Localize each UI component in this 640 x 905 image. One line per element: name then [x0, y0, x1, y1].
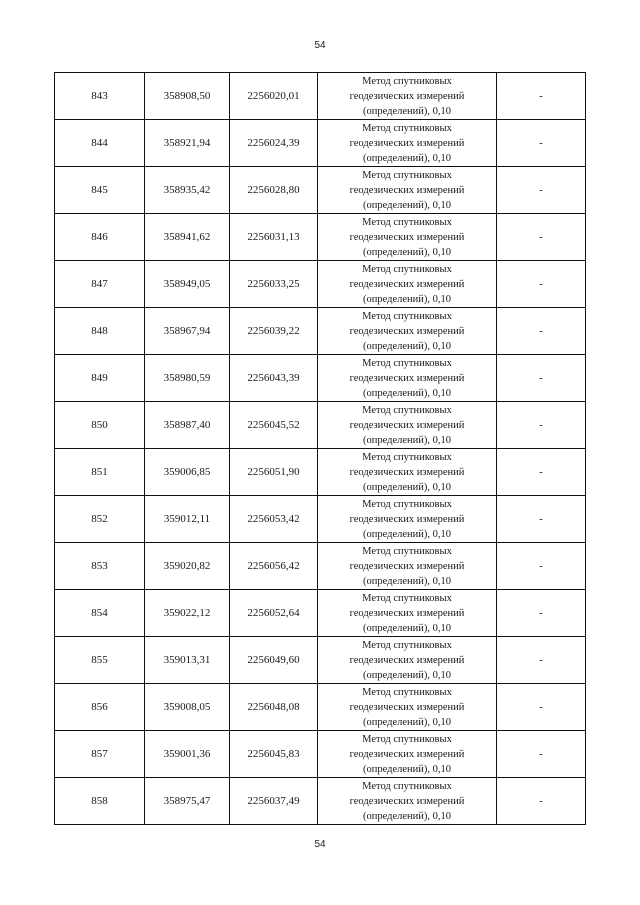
description-cell: - [497, 402, 586, 449]
y-coordinate-cell: 2256043,39 [230, 355, 318, 402]
description-cell: - [497, 355, 586, 402]
point-number-cell: 845 [55, 167, 145, 214]
method-cell [318, 778, 497, 825]
y-coordinate-cell: 2256056,42 [230, 543, 318, 590]
description-cell: - [497, 73, 586, 120]
method-cell-text: Метод спутниковых геодезических измерений (определений), 0,10 [349, 263, 465, 305]
point-number-cell: 848 [55, 308, 145, 355]
description-cell: - [497, 778, 586, 825]
page-number-top: 54 [314, 40, 326, 51]
method-cell [318, 261, 497, 308]
coordinates-table-body [55, 73, 586, 825]
point-number-cell: 844 [55, 120, 145, 167]
method-cell [318, 167, 497, 214]
table-row [55, 496, 586, 543]
description-cell: - [497, 167, 586, 214]
method-cell-text: Метод спутниковых геодезических измерений (определений), 0,10 [349, 592, 465, 634]
description-cell: - [497, 637, 586, 684]
coordinates-table [54, 72, 586, 825]
description-cell: - [497, 214, 586, 261]
x-coordinate-cell: 358980,59 [145, 355, 230, 402]
method-cell [318, 214, 497, 261]
x-coordinate-cell: 359013,31 [145, 637, 230, 684]
table-row [55, 402, 586, 449]
y-coordinate-cell: 2256051,90 [230, 449, 318, 496]
method-cell-text: Метод спутниковых геодезических измерений (определений), 0,10 [349, 404, 465, 446]
method-cell [318, 590, 497, 637]
description-cell: - [497, 684, 586, 731]
method-cell [318, 731, 497, 778]
x-coordinate-cell: 358949,05 [145, 261, 230, 308]
point-number-cell: 853 [55, 543, 145, 590]
table-row [55, 167, 586, 214]
table-row [55, 449, 586, 496]
table-row [55, 684, 586, 731]
x-coordinate-cell: 358921,94 [145, 120, 230, 167]
x-coordinate-cell: 358975,47 [145, 778, 230, 825]
table-row [55, 778, 586, 825]
method-cell-text: Метод спутниковых геодезических измерений (определений), 0,10 [349, 498, 465, 540]
y-coordinate-cell: 2256028,80 [230, 167, 318, 214]
table-row [55, 590, 586, 637]
method-cell-text: Метод спутниковых геодезических измерений (определений), 0,10 [349, 686, 465, 728]
x-coordinate-cell: 358987,40 [145, 402, 230, 449]
description-cell: - [497, 731, 586, 778]
table-row [55, 261, 586, 308]
description-cell: - [497, 543, 586, 590]
description-cell: - [497, 308, 586, 355]
point-number-cell: 852 [55, 496, 145, 543]
method-cell-text: Метод спутниковых геодезических измерений (определений), 0,10 [349, 310, 465, 352]
x-coordinate-cell: 359008,05 [145, 684, 230, 731]
x-coordinate-cell: 358941,62 [145, 214, 230, 261]
method-cell [318, 73, 497, 120]
point-number-cell: 854 [55, 590, 145, 637]
y-coordinate-cell: 2256049,60 [230, 637, 318, 684]
table-row [55, 543, 586, 590]
method-cell [318, 496, 497, 543]
method-cell-text: Метод спутниковых геодезических измерений (определений), 0,10 [349, 216, 465, 258]
y-coordinate-cell: 2256052,64 [230, 590, 318, 637]
y-coordinate-cell: 2256031,13 [230, 214, 318, 261]
y-coordinate-cell: 2256024,39 [230, 120, 318, 167]
method-cell-text: Метод спутниковых геодезических измерений (определений), 0,10 [349, 122, 465, 164]
y-coordinate-cell: 2256045,52 [230, 402, 318, 449]
method-cell-text: Метод спутниковых геодезических измерений (определений), 0,10 [349, 75, 465, 117]
y-coordinate-cell: 2256045,83 [230, 731, 318, 778]
y-coordinate-cell: 2256053,42 [230, 496, 318, 543]
point-number-cell: 855 [55, 637, 145, 684]
method-cell [318, 637, 497, 684]
x-coordinate-cell: 358967,94 [145, 308, 230, 355]
y-coordinate-cell: 2256037,49 [230, 778, 318, 825]
point-number-cell: 857 [55, 731, 145, 778]
x-coordinate-cell: 358935,42 [145, 167, 230, 214]
y-coordinate-cell: 2256033,25 [230, 261, 318, 308]
table-row [55, 120, 586, 167]
x-coordinate-cell: 359020,82 [145, 543, 230, 590]
x-coordinate-cell: 359022,12 [145, 590, 230, 637]
y-coordinate-cell: 2256048,08 [230, 684, 318, 731]
x-coordinate-cell: 358908,50 [145, 73, 230, 120]
x-coordinate-cell: 359012,11 [145, 496, 230, 543]
page-number-bottom: 54 [314, 839, 326, 850]
description-cell: - [497, 590, 586, 637]
point-number-cell: 851 [55, 449, 145, 496]
method-cell-text: Метод спутниковых геодезических измерений (определений), 0,10 [349, 639, 465, 681]
y-coordinate-cell: 2256039,22 [230, 308, 318, 355]
method-cell [318, 355, 497, 402]
method-cell-text: Метод спутниковых геодезических измерений (определений), 0,10 [349, 545, 465, 587]
method-cell [318, 543, 497, 590]
method-cell-text: Метод спутниковых геодезических измерений (определений), 0,10 [349, 169, 465, 211]
point-number-cell: 849 [55, 355, 145, 402]
description-cell: - [497, 261, 586, 308]
x-coordinate-cell: 359001,36 [145, 731, 230, 778]
point-number-cell: 847 [55, 261, 145, 308]
x-coordinate-cell: 359006,85 [145, 449, 230, 496]
method-cell [318, 120, 497, 167]
description-cell: - [497, 120, 586, 167]
table-row [55, 731, 586, 778]
method-cell-text: Метод спутниковых геодезических измерений (определений), 0,10 [349, 733, 465, 775]
point-number-cell: 850 [55, 402, 145, 449]
table-row [55, 637, 586, 684]
method-cell-text: Метод спутниковых геодезических измерений (определений), 0,10 [349, 780, 465, 822]
method-cell-text: Метод спутниковых геодезических измерений (определений), 0,10 [349, 357, 465, 399]
description-cell: - [497, 496, 586, 543]
table-row [55, 355, 586, 402]
y-coordinate-cell: 2256020,01 [230, 73, 318, 120]
method-cell [318, 684, 497, 731]
point-number-cell: 843 [55, 73, 145, 120]
point-number-cell: 856 [55, 684, 145, 731]
method-cell [318, 308, 497, 355]
description-cell: - [497, 449, 586, 496]
table-row [55, 214, 586, 261]
method-cell-text: Метод спутниковых геодезических измерений (определений), 0,10 [349, 451, 465, 493]
method-cell [318, 449, 497, 496]
table-row [55, 308, 586, 355]
table-row [55, 73, 586, 120]
point-number-cell: 858 [55, 778, 145, 825]
method-cell [318, 402, 497, 449]
point-number-cell: 846 [55, 214, 145, 261]
